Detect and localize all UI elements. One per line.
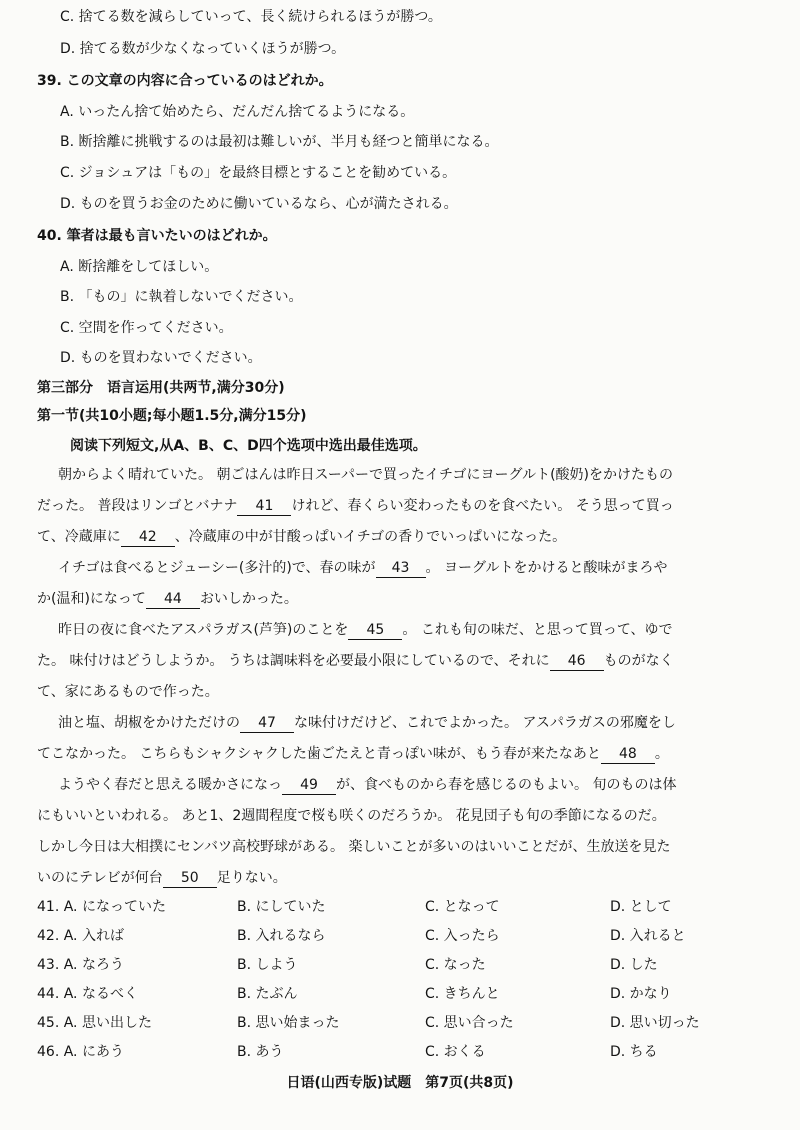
choice-45-c: C. 思い合った	[425, 1015, 514, 1031]
choice-41-c: C. となって	[425, 899, 500, 915]
choice-41-d: D. として	[610, 899, 672, 915]
passage-text: イチゴは食べるとジューシー(多汁的)で、春の味が	[58, 560, 376, 576]
choice-44-b: B. たぶん	[237, 986, 298, 1002]
blank-49: 49	[282, 776, 336, 795]
choice-44-d: D. かなり	[610, 986, 672, 1002]
blank-45: 45	[348, 621, 402, 640]
passage-line	[37, 589, 298, 609]
page-footer: 日语(山西专版)试题 第7页(共8页)	[286, 1075, 514, 1091]
passage-text: てこなかった。 こちらもシャクシャクした歯ごたえと青っぽい味が、もう春が来たなあと	[37, 746, 601, 762]
blank-47: 47	[240, 714, 294, 733]
passage-line	[37, 744, 669, 764]
choice-45-a: 45. A. 思い出した	[37, 1015, 152, 1031]
choice-46-d: D. ちる	[610, 1044, 658, 1060]
choice-45-d: D. 思い切った	[610, 1015, 700, 1031]
passage-text: ものがなく	[603, 653, 674, 669]
choice-43-a: 43. A. なろう	[37, 957, 124, 973]
blank-50: 50	[163, 869, 217, 888]
choice-46-c: C. おくる	[425, 1044, 486, 1060]
choice-46-b: B. あう	[237, 1044, 284, 1060]
passage-text: か(温和)になって	[37, 591, 146, 607]
choice-41-b: B. にしていた	[237, 899, 326, 915]
passage-text: 。 これも旬の味だ、と思って買って、ゆで	[402, 622, 673, 638]
passage-text: 昨日の夜に食べたアスパラガス(芦笋)のことを	[58, 622, 349, 638]
choice-42-b: B. 入れるなら	[237, 928, 326, 944]
passage-line	[58, 620, 673, 640]
passage-text: けれど、春くらい変わったものを食べたい。 そう思って買っ	[291, 498, 674, 514]
passage-line: しかし今日は大相撲にセンバツ高校野球がある。 楽しいことが多いのはいいことだが、生放送を見た	[37, 839, 671, 855]
q39-option-c: C. ジョシュアは「もの」を最終目標とすることを勧めている。	[60, 165, 457, 181]
q39-option-d: D. ものを買うお金のために働いているなら、心が満たされる。	[60, 196, 458, 212]
passage-line	[58, 558, 668, 578]
passage-text: が、食べものから春を感じるのもよい。 旬のものは体	[336, 777, 677, 793]
blank-44: 44	[146, 590, 200, 609]
q39-option-b: B. 断捨離に挑戦するのは最初は難しいが、半月も経つと簡単になる。	[60, 134, 499, 150]
passage-text: 油と塩、胡椒をかけただけの	[58, 715, 240, 731]
instruction: 阅读下列短文,从A、B、C、D四个选项中选出最佳选项。	[70, 438, 427, 454]
choice-42-c: C. 入ったら	[425, 928, 500, 944]
passage-text: いのにテレビが何台	[37, 870, 163, 886]
choice-44-c: C. きちんと	[425, 986, 500, 1002]
choice-43-c: C. なった	[425, 957, 486, 973]
passage-line: にもいいといわれる。 あと1、2週間程度で桜も咲くのだろうか。 花見団子も旬の季節になるのだ。	[37, 808, 666, 824]
passage-line: 朝からよく晴れていた。 朝ごはんは昨日スーパーで買ったイチゴにヨーグルト(酸奶)をかけたもの	[58, 467, 673, 483]
passage-text: だった。 普段はリンゴとバナナ	[37, 498, 238, 514]
passage-text: な味付けだけど、これでよかった。 アスパラガスの邪魔をし	[294, 715, 676, 731]
q38-option-c: C. 捨てる数を減らしていって、長く続けられるほうが勝つ。	[60, 9, 442, 25]
passage-text: た。 味付けはどうしようか。 うちは調味料を必要最小限にしているので、それに	[37, 653, 550, 669]
q39-option-a: A. いったん捨て始めたら、だんだん捨てるようになる。	[60, 104, 415, 120]
passage-text: 、冷蔵庫の中が甘酸っぱいイチゴの香りでいっぱいになった。	[174, 529, 567, 545]
choice-42-a: 42. A. 入れば	[37, 928, 124, 944]
blank-43: 43	[376, 559, 426, 578]
blank-48: 48	[601, 745, 655, 764]
passage-text: ようやく春だと思える暖かさになっ	[58, 777, 282, 793]
sub-title: 第一节(共10小题;每小题1.5分,满分15分)	[37, 408, 307, 424]
blank-41: 41	[237, 497, 291, 516]
passage-line: て、家にあるもので作った。	[37, 684, 219, 700]
passage-text: おいしかった。	[199, 591, 298, 607]
passage-text: 。 ヨーグルトをかけると酸味がまろや	[425, 560, 668, 576]
passage-text: 。	[654, 746, 669, 762]
q40-stem: 40. 筆者は最も言いたいのはどれか。	[37, 228, 277, 244]
blank-42: 42	[121, 528, 175, 547]
choice-42-d: D. 入れると	[610, 928, 686, 944]
blank-46: 46	[550, 652, 604, 671]
passage-line	[58, 713, 676, 733]
choice-44-a: 44. A. なるべく	[37, 986, 138, 1002]
q39-stem: 39. この文章の内容に合っているのはどれか。	[37, 73, 333, 89]
choice-43-d: D. した	[610, 957, 658, 973]
passage-text: 足りない。	[216, 870, 287, 886]
part-title: 第三部分 语言运用(共两节,满分30分)	[37, 380, 285, 396]
q40-option-c: C. 空間を作ってください。	[60, 320, 233, 336]
passage-text: て、冷蔵庫に	[37, 529, 121, 545]
passage-line	[37, 651, 674, 671]
passage-line	[37, 868, 287, 888]
passage-line	[58, 775, 676, 795]
q40-option-d: D. ものを買わないでください。	[60, 350, 262, 366]
q38-option-d: D. 捨てる数が少なくなっていくほうが勝つ。	[60, 41, 346, 57]
choice-45-b: B. 思い始まった	[237, 1015, 340, 1031]
passage-line	[37, 527, 566, 547]
choice-43-b: B. しよう	[237, 957, 298, 973]
choice-46-a: 46. A. にあう	[37, 1044, 124, 1060]
q40-option-b: B. 「もの」に執着しないでください。	[60, 289, 303, 305]
passage-line	[37, 496, 674, 516]
choice-41-a: 41. A. になっていた	[37, 899, 166, 915]
q40-option-a: A. 断捨離をしてほしい。	[60, 259, 219, 275]
